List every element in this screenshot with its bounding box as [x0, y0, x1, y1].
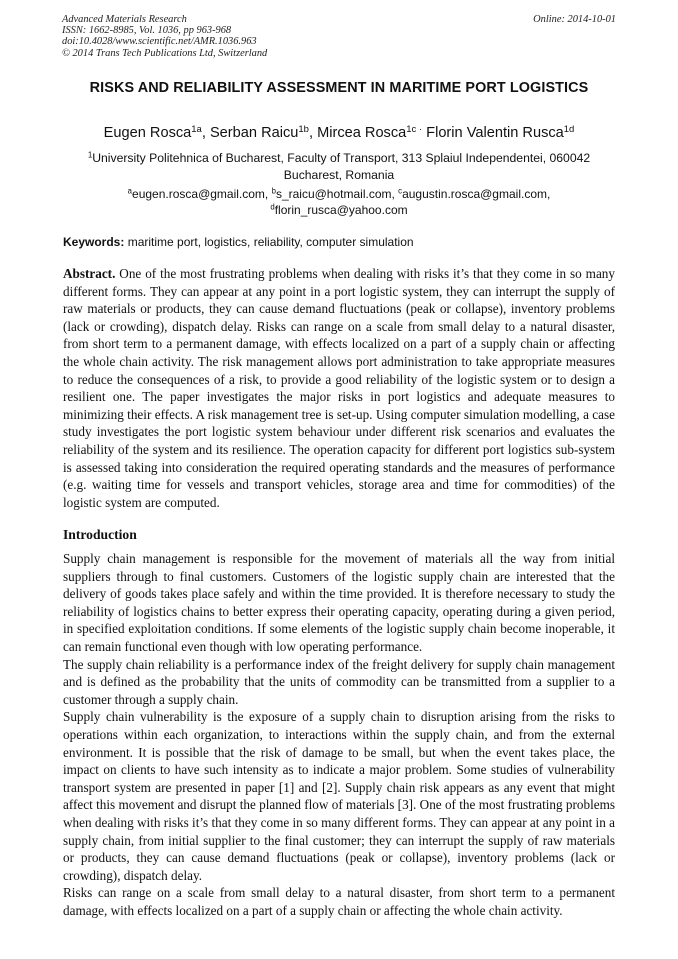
issn-line: ISSN: 1662-8985, Vol. 1036, pp 963-968 [62, 25, 232, 37]
affil-line-1: University Politehnica of Bucharest, Faculty of Transport, 313 Splaiul Independentei, 060042 [92, 151, 591, 165]
author-affil-marker: 1a [191, 123, 202, 135]
keywords [63, 235, 615, 249]
author-name: Florin Valentin Rusca [426, 125, 564, 141]
email-marker: d [270, 202, 275, 212]
keywords-text: maritime port, logistics, reliability, computer simulation [124, 235, 414, 249]
paragraph: Supply chain management is responsible for the movement of materials all the way from initial suppliers through to final customers. Customers of the logistic supply chain are interested that the delivery of goods takes place safely and within the time provided. It is therefore necessary to study the reliability of logistics chains to better express their operating capacity, operating during a given period, in specified exploitation conditions. If some elements of the logistic supply chain become inoperable, it can remain functional even though with low operating performance. [63, 551, 615, 654]
author-affil-marker: 1d [563, 123, 575, 135]
email-marker: c [398, 186, 403, 196]
journal-name: Advanced Materials Research [62, 14, 187, 25]
paper-title: RISKS AND RELIABILITY ASSESSMENT IN MARITIME PORT LOGISTICS [89, 80, 589, 96]
abstract-label: Abstract. [63, 266, 116, 281]
affil-line-2: Bucharest, Romania [283, 168, 395, 182]
copyright-line: © 2014 Trans Tech Publications Ltd, Switzerland [62, 47, 268, 59]
keywords-label: Keywords: [63, 235, 125, 249]
affiliation [60, 150, 618, 184]
email-marker: a [127, 186, 133, 196]
email-link[interactable]: florin_rusca@yahoo.com [274, 203, 408, 217]
author-emails [60, 186, 618, 218]
page-header [62, 14, 616, 59]
introduction-body [63, 550, 615, 919]
paragraph: The supply chain reliability is a performance index of the freight delivery for supply chain management and is defined as the probability that the units of commodity can be transmitted from a supplier to a customer through a supply chain. [63, 656, 615, 707]
author-list [40, 125, 638, 141]
author-separator: , [201, 125, 210, 141]
author-affil-marker: 1b [298, 123, 309, 135]
abstract-text: One of the most frustrating problems when dealing with risks it’s that they come in so many different forms. They can appear at any point in a port logistic system, they can interrupt the supply of raw materials or products, they can cause demand fluctuations (peak or collapse), inventory problems (lack or crowding), dispatch delay. Risks can range on a scale from small delay to a natural disaster, from short term to a permanent damage, with effects localized on a part of a supply chain or affecting the whole chain activity. The risk management allows port administration to take appropriate measures to reduce the consequences of a risk, to provide a good reliability of the logistic system or to design a resilient one. The paper investigates the major risks in port logistics and adequate measures to minimizing their effects. A risk management tree is set-up. Using computer simulation modelling, a case study investigates the port logistic system behaviour under different risk scenarios and evaluates the reliability of the system and its resilience. The operation capacity for different port logistics sub-system is assessed taking into consideration the required operating standards and the measures of performance (e.g. waiting time for vessels and transport vehicles, storage area and time for commodities) of the logistic system are computed. [63, 266, 615, 510]
author-name: Serban Raicu [209, 125, 299, 141]
author-name: Mircea Rosca [317, 125, 407, 141]
email-link[interactable]: eugen.rosca@gmail.com, [132, 187, 272, 201]
introduction-heading: Introduction [63, 527, 137, 542]
author-separator: , [308, 125, 318, 141]
online-date: Online: 2014-10-01 [533, 14, 616, 25]
email-marker: b [271, 186, 276, 196]
doi-line: doi:10.4028/www.scientific.net/AMR.1036.963 [62, 36, 257, 48]
affil-marker: 1 [87, 150, 93, 160]
email-link[interactable]: augustin.rosca@gmail.com, [402, 187, 551, 201]
email-link[interactable]: s_raicu@hotmail.com, [275, 187, 399, 201]
paragraph: Risks can range on a scale from small delay to a natural disaster, from short term to a permanent damage, with effects localized on a part of a supply chain or affecting the whole chain activity. [63, 885, 615, 918]
author-affil-marker: 1c · [406, 123, 423, 135]
abstract [63, 265, 615, 511]
paragraph: Supply chain vulnerability is the exposure of a supply chain to disruption arising from the risks to operations within each organization, to interactions within the supply chain, and from the external environment. It is possible that the risk of damage to be small, but when the event takes place, the impact on clients to have such intensity as to indicate a major problem. Some studies of vulnerability transport system are presented in paper [1] and [2]. Supply chain risk appears as any event that might affect this movement and disrupt the planned flow of materials [3]. One of the most frustrating problems when dealing with risks it’s that they come in so many different forms. They can appear at any point in a supply chain, from initial supplier to the final customer; they can interrupt the supply of raw materials or products, they can cause demand fluctuations (peak or collapse), inventory problems (lack or crowding), dispatch delay. [63, 709, 615, 883]
author-name: Eugen Rosca [103, 125, 192, 141]
